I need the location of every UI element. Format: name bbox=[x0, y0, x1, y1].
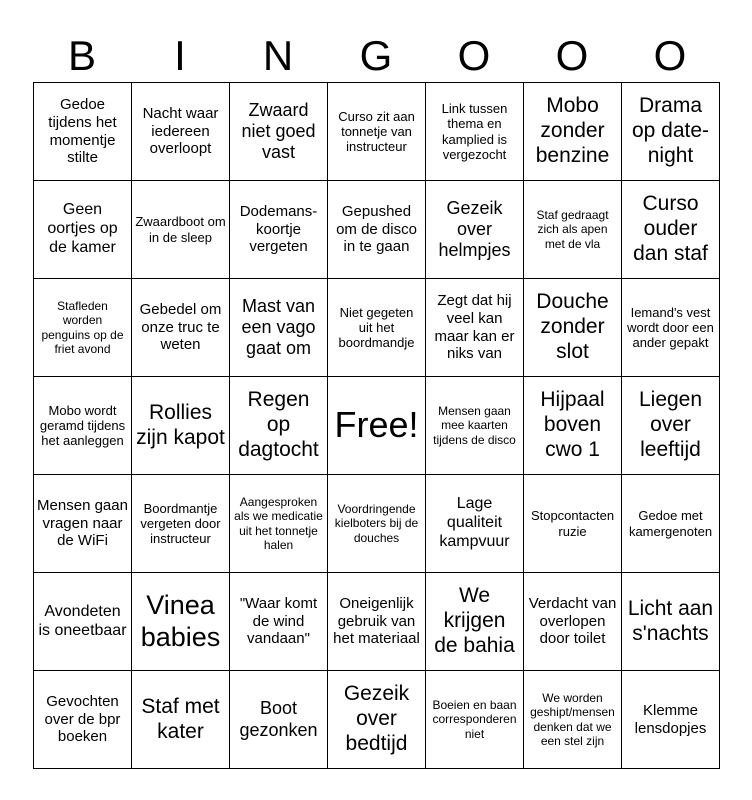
bingo-cell[interactable]: Mensen gaan vragen naar de WiFi bbox=[34, 475, 132, 573]
bingo-cell[interactable]: Hijpaal boven cwo 1 bbox=[524, 377, 622, 475]
bingo-cell[interactable]: Liegen over leeftijd bbox=[622, 377, 720, 475]
header-letter: O bbox=[555, 32, 589, 79]
bingo-cell[interactable]: Regen op dagtocht bbox=[230, 377, 328, 475]
bingo-cell[interactable]: Voordringende kielboters bij de douches bbox=[328, 475, 426, 573]
bingo-cell[interactable]: Gebedel om onze truc te weten bbox=[132, 279, 230, 377]
bingo-cell[interactable]: Dodemans-koortje vergeten bbox=[230, 181, 328, 279]
bingo-cell[interactable]: Gevochten over de bpr boeken bbox=[34, 671, 132, 769]
bingo-cell[interactable]: Niet gegeten uit het boordmandje bbox=[328, 279, 426, 377]
bingo-cell[interactable]: Rollies zijn kapot bbox=[132, 377, 230, 475]
bingo-cell[interactable]: Gepushed om de disco in te gaan bbox=[328, 181, 426, 279]
header-letter: O bbox=[457, 32, 491, 79]
bingo-cell[interactable]: Oneigenlijk gebruik van het materiaal bbox=[328, 573, 426, 671]
bingo-cell[interactable]: Licht aan s'nachts bbox=[622, 573, 720, 671]
header-letter: N bbox=[262, 32, 294, 79]
bingo-cell[interactable]: Vinea babies bbox=[132, 573, 230, 671]
bingo-cell[interactable]: Avondeten is oneetbaar bbox=[34, 573, 132, 671]
bingo-cell[interactable]: Lage qualiteit kampvuur bbox=[426, 475, 524, 573]
bingo-cell[interactable]: Stopcontacten ruzie bbox=[524, 475, 622, 573]
bingo-cell[interactable]: Stafleden worden penguins op de friet avond bbox=[34, 279, 132, 377]
bingo-cell[interactable]: Geen oortjes op de kamer bbox=[34, 181, 132, 279]
header-letter: G bbox=[359, 32, 393, 79]
bingo-cell[interactable]: Link tussen thema en kamplied is vergezocht bbox=[426, 83, 524, 181]
bingo-cell[interactable]: We krijgen de bahia bbox=[426, 573, 524, 671]
bingo-cell[interactable]: We worden geshipt/mensen denken dat we een stel zijn bbox=[524, 671, 622, 769]
bingo-cell[interactable]: Nacht waar iedereen overloopt bbox=[132, 83, 230, 181]
bingo-cell[interactable]: Klemme lensdopjes bbox=[622, 671, 720, 769]
header-letter: I bbox=[174, 32, 186, 79]
bingo-cell[interactable]: Mobo zonder benzine bbox=[524, 83, 622, 181]
bingo-cell[interactable]: Boot gezonken bbox=[230, 671, 328, 769]
free-cell[interactable]: Free! bbox=[328, 377, 426, 475]
bingo-cell[interactable]: Staf gedraagt zich als apen met de vla bbox=[524, 181, 622, 279]
bingo-cell[interactable]: Mensen gaan mee kaarten tijdens de disco bbox=[426, 377, 524, 475]
header-letter: B bbox=[67, 32, 96, 79]
bingo-cell[interactable]: Zwaard niet goed vast bbox=[230, 83, 328, 181]
bingo-cell[interactable]: Douche zonder slot bbox=[524, 279, 622, 377]
bingo-cell[interactable]: Gedoe met kamergenoten bbox=[622, 475, 720, 573]
bingo-cell[interactable]: Mobo wordt geramd tijdens het aanleggen bbox=[34, 377, 132, 475]
bingo-cell[interactable]: Zegt dat hij veel kan maar kan er niks van bbox=[426, 279, 524, 377]
bingo-cell[interactable]: Zwaardboot om in de sleep bbox=[132, 181, 230, 279]
bingo-cell[interactable]: Mast van een vago gaat om bbox=[230, 279, 328, 377]
bingo-cell[interactable]: Boeien en baan corresponderen niet bbox=[426, 671, 524, 769]
bingo-cell[interactable]: Curso zit aan tonnetje van instructeur bbox=[328, 83, 426, 181]
bingo-cell[interactable]: Verdacht van overlopen door toilet bbox=[524, 573, 622, 671]
bingo-cell[interactable]: Gezeik over helmpjes bbox=[426, 181, 524, 279]
bingo-cell[interactable]: Aangesproken als we medicatie uit het tonnetje halen bbox=[230, 475, 328, 573]
bingo-cell[interactable]: Gedoe tijdens het momentje stilte bbox=[34, 83, 132, 181]
header-letter: O bbox=[653, 32, 687, 79]
bingo-cell[interactable]: Curso ouder dan staf bbox=[622, 181, 720, 279]
bingo-cell[interactable]: Drama op date-night bbox=[622, 83, 720, 181]
bingo-cell[interactable]: "Waar komt de wind vandaan" bbox=[230, 573, 328, 671]
bingo-cell[interactable]: Staf met kater bbox=[132, 671, 230, 769]
bingo-cell[interactable]: Gezeik over bedtijd bbox=[328, 671, 426, 769]
bingo-cell[interactable]: Boordmantje vergeten door instructeur bbox=[132, 475, 230, 573]
bingo-grid bbox=[33, 82, 720, 769]
bingo-header bbox=[33, 30, 719, 82]
bingo-cell[interactable]: Iemand's vest wordt door een ander gepakt bbox=[622, 279, 720, 377]
